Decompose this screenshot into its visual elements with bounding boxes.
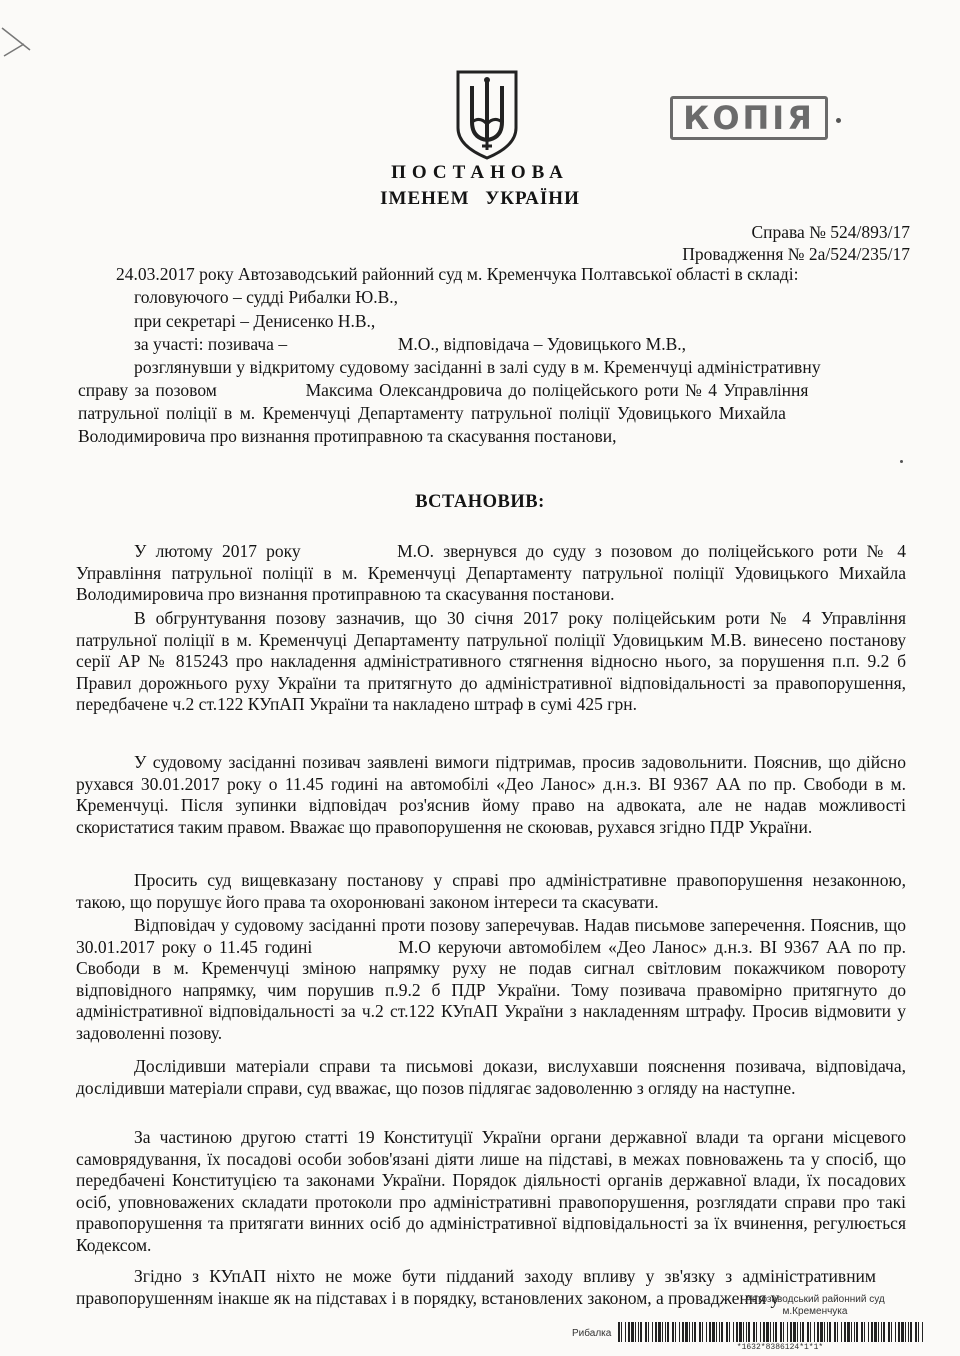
paragraph-7: За частиною другою статті 19 Конституції України органи державної влади та органи місцевого самоврядування, їх посадові особи зобов'язані діяти лише на підставі, в межах повноважень та у спосіб, що передбачені Конституцією та законами України. Порядок діяльності органів державної влади, їх посадових осіб, уповноважених складати протоколи про адміністративні правопорушення, розглядати справи про такі правопорушення та притягати винних осіб до адміністративної відповідальності за їх вчинення, регулюється Кодексом. (76, 1127, 906, 1255)
section-heading: ВСТАНОВИВ: (415, 492, 545, 512)
stamp-dot (836, 118, 841, 123)
paragraph-2: В обгрунтування позову зазначив, що 30 січня 2017 року поліцейським роти № 4 Управління патрульної поліції в м. Кременчуці Департаменту патрульної поліції Удовицьким М.В. винесено постанову серії АР № 815243 про накладення адміністративного стягнення відносно нього, за порушення п.п. 9.2 б Правил дорожнього руху України та притягнуто до адміністративної відповідальності за правопорушення, передбачене ч.2 ст.122 КУпАП України та накладено штраф в сумі 425 грн. (76, 608, 906, 715)
paragraph-5 (76, 915, 906, 1045)
intro-line-parties (134, 334, 686, 354)
footer-court-stamp (700, 1294, 930, 1318)
parties-suffix: М.О., відповідача – Удовицького М.В., (397, 334, 686, 354)
case-prefix: справу за позовом (78, 380, 217, 400)
intro-line-considering: розглянувши у відкритому судовому засіданні в залі суду в м. Кременчуці адміністративну (134, 357, 821, 377)
redaction-block (319, 937, 391, 959)
coat-of-arms-icon (452, 68, 522, 160)
redaction-block (310, 541, 388, 563)
paragraph-3: У судовому засіданні позивач заявлені вимоги підтримав, просив задовольнити. Пояснив, що дійсно рухався 30.01.2017 року о 11.45 годині на автомобілі «Део Ланос» д.н.з. ВІ 9367 АА по пр. Свободи в м. Кременчуці. Після зупинки відповідач роз'яснив йому право на адвоката, але не надав можливості скористатися таким правом. Вважає що правопорушення не скоював, рухався згідно ПДР України. (76, 752, 906, 837)
document-subtitle: ІМЕНЕМ УКРАЇНИ (380, 188, 580, 209)
intro-line-case (78, 380, 808, 400)
parties-prefix: за участі: позивача – (134, 334, 288, 354)
paragraph-1 (76, 541, 906, 606)
ghost-dot (900, 460, 903, 463)
paragraph-6: Дослідивши матеріали справи та письмові докази, вислухавши пояснення позивача, відповідача, дослідивши матеріали справи, суд вважає, що позов підлягає задоволенню з огляду на наступне. (76, 1056, 906, 1098)
paragraph-4: Просить суд вищевказану постанову у справі про адміністративне правопорушення незаконною, такою, що порушує його права та охоронювані законом інтереси та скасувати. (76, 870, 906, 912)
p1-rest: М.О. звернувся до суду з позовом до поліцейського роти № 4 Управління патрульної поліції в м. Кременчуці Департаменту патрульної поліції Удовицького Михайла Володимировича про визнання протиправною та скасування постанови. (76, 541, 907, 605)
case-number: Справа № 524/893/17 (751, 222, 910, 242)
intro-line-subject: Володимировича про визнання протиправною та скасування постанови, (78, 426, 617, 446)
footer-court-name: Автозаводський районний суд (745, 1294, 885, 1305)
proceeding-number: Провадження № 2а/524/235/17 (682, 244, 910, 264)
p1-start: У лютому 2017 року (134, 541, 301, 561)
case-suffix: Максима Олександровича до поліцейського роти № 4 Управління (305, 380, 809, 400)
copy-stamp: КОПІЯ (670, 96, 828, 140)
p5-start: Відповідач у судовому засіданні проти позову заперечував. Надав письмове заперечення. Пояснив, що 30.01.2017 року о 11.45 годині (76, 915, 906, 957)
footer-court-city: м.Кременчука (782, 1306, 848, 1317)
footer-judge-name: Рибалка (572, 1328, 612, 1339)
document-title: ПОСТАНОВА (391, 162, 569, 183)
intro-line-secretary: при секретарі – Денисенко Н.В., (134, 311, 376, 331)
barcode-icon (618, 1322, 924, 1342)
intro-line-date-court: 24.03.2017 року Автозаводський районний суд м. Кременчука Полтавської області в складі: (116, 264, 799, 284)
p5-rest: М.О керуючи автомобілем «Део Ланос» д.н.з. ВІ 9367 АА по пр. Свободи в м. Кременчуці зміною напрямку руху не подав сигнал світловим покажчиком повороту відповідного напрямку, чим порушив п.9.2 б ПДР України. Тому позивача правомірно притягнуто до адміністративної відповідальності за ч.2 ст.122 КУпАП України з накладенням штрафу. Просив відмовити у задоволенні позову. (76, 936, 907, 1043)
barcode-number: *1632*8386124*1*1* (736, 1343, 824, 1352)
redaction-block (223, 380, 299, 400)
redaction-block (291, 334, 393, 354)
intro-line-police: патрульної поліції в м. Кременчуці Департаменту патрульної поліції Удовицького Михайла (78, 403, 786, 423)
intro-line-judge: головуючого – судді Рибалки Ю.В., (134, 287, 399, 307)
paragraph-8: Згідно з КУпАП ніхто не може бути підданий заходу впливу у зв'язку з адміністративним правопорушенням інакше як на підставах і в порядку, встановлених законом, а провадження у (76, 1266, 876, 1308)
margin-pencil-mark (0, 20, 40, 80)
